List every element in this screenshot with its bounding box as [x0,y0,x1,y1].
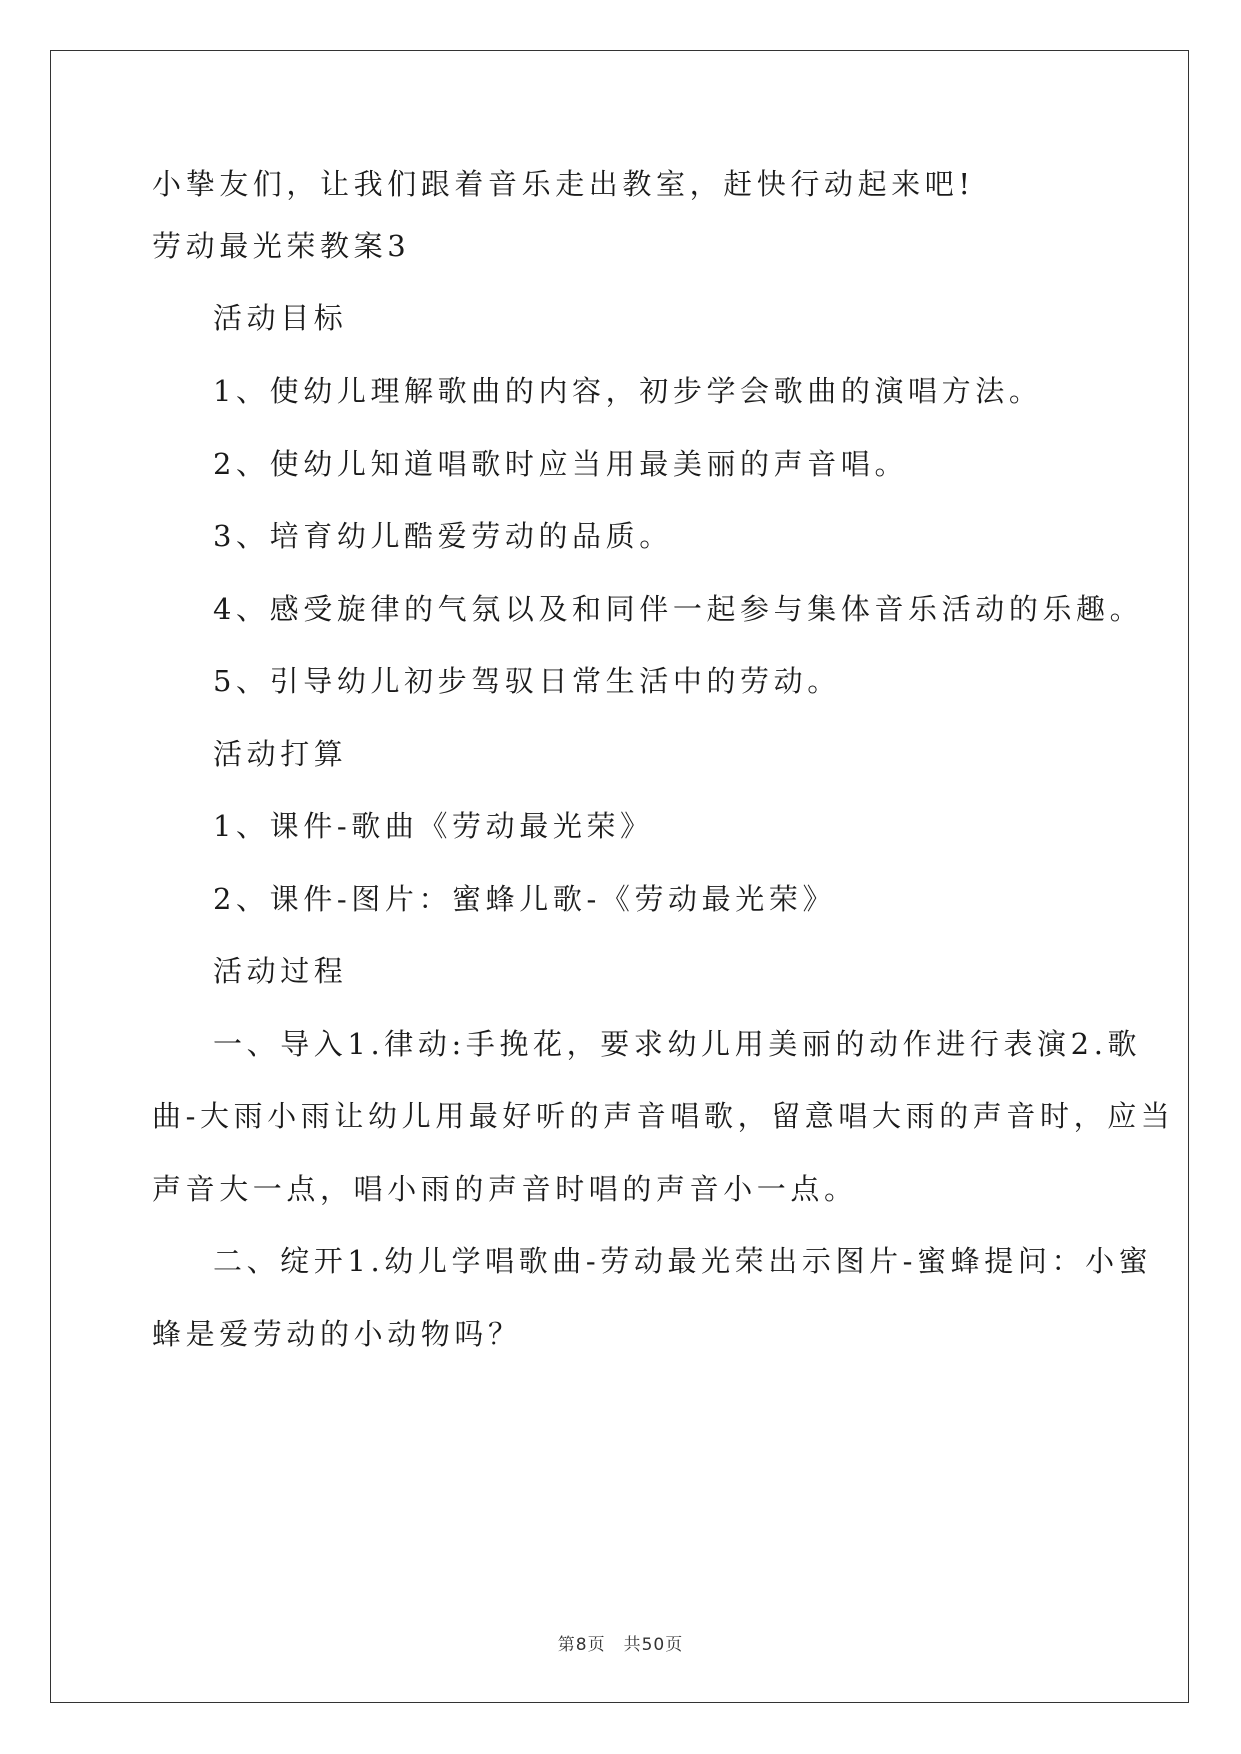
goal-item: 4、感受旋律的气氛以及和同伴一起参与集体音乐活动的乐趣。 [213,592,1144,626]
goal-item: 1、使幼儿理解歌曲的内容，初步学会歌曲的演唱方法。 [213,374,1043,408]
page-total: 共50页 [623,1635,684,1655]
heading-activity-process: 活动过程 [213,954,348,988]
goal-item: 5、引导幼儿初步驾驭日常生活中的劳动。 [213,664,841,698]
goal-item: 2、使幼儿知道唱歌时应当用最美丽的声音唱。 [213,447,909,481]
prep-item: 2、课件-图片：蜜蜂儿歌-《劳动最光荣》 [213,882,837,916]
page-footer [0,1630,1241,1655]
page-number: 第8页 [557,1635,606,1655]
process-paragraph-line: 曲-大雨小雨让幼儿用最好听的声音唱歌，留意唱大雨的声音时，应当 [152,1099,1175,1133]
page-border [50,50,1189,1703]
heading-activity-prep: 活动打算 [213,737,348,771]
process-paragraph-line: 一、导入1.律动:手挽花，要求幼儿用美丽的动作进行表演2.歌 [213,1027,1142,1061]
process-paragraph-line: 声音大一点，唱小雨的声音时唱的声音小一点。 [152,1172,858,1206]
prep-item: 1、课件-歌曲《劳动最光荣》 [213,809,654,843]
process-paragraph-line: 二、绽开1.幼儿学唱歌曲-劳动最光荣出示图片-蜜蜂提问：小蜜 [213,1244,1153,1278]
goal-item: 3、培育幼儿酷爱劳动的品质。 [213,519,673,553]
section-title: 劳动最光荣教案3 [152,229,411,263]
heading-activity-goals: 活动目标 [213,301,348,335]
process-paragraph-line: 蜂是爱劳动的小动物吗？ [152,1317,522,1351]
text-line: 小挚友们，让我们跟着音乐走出教室，赶快行动起来吧! [152,167,975,201]
